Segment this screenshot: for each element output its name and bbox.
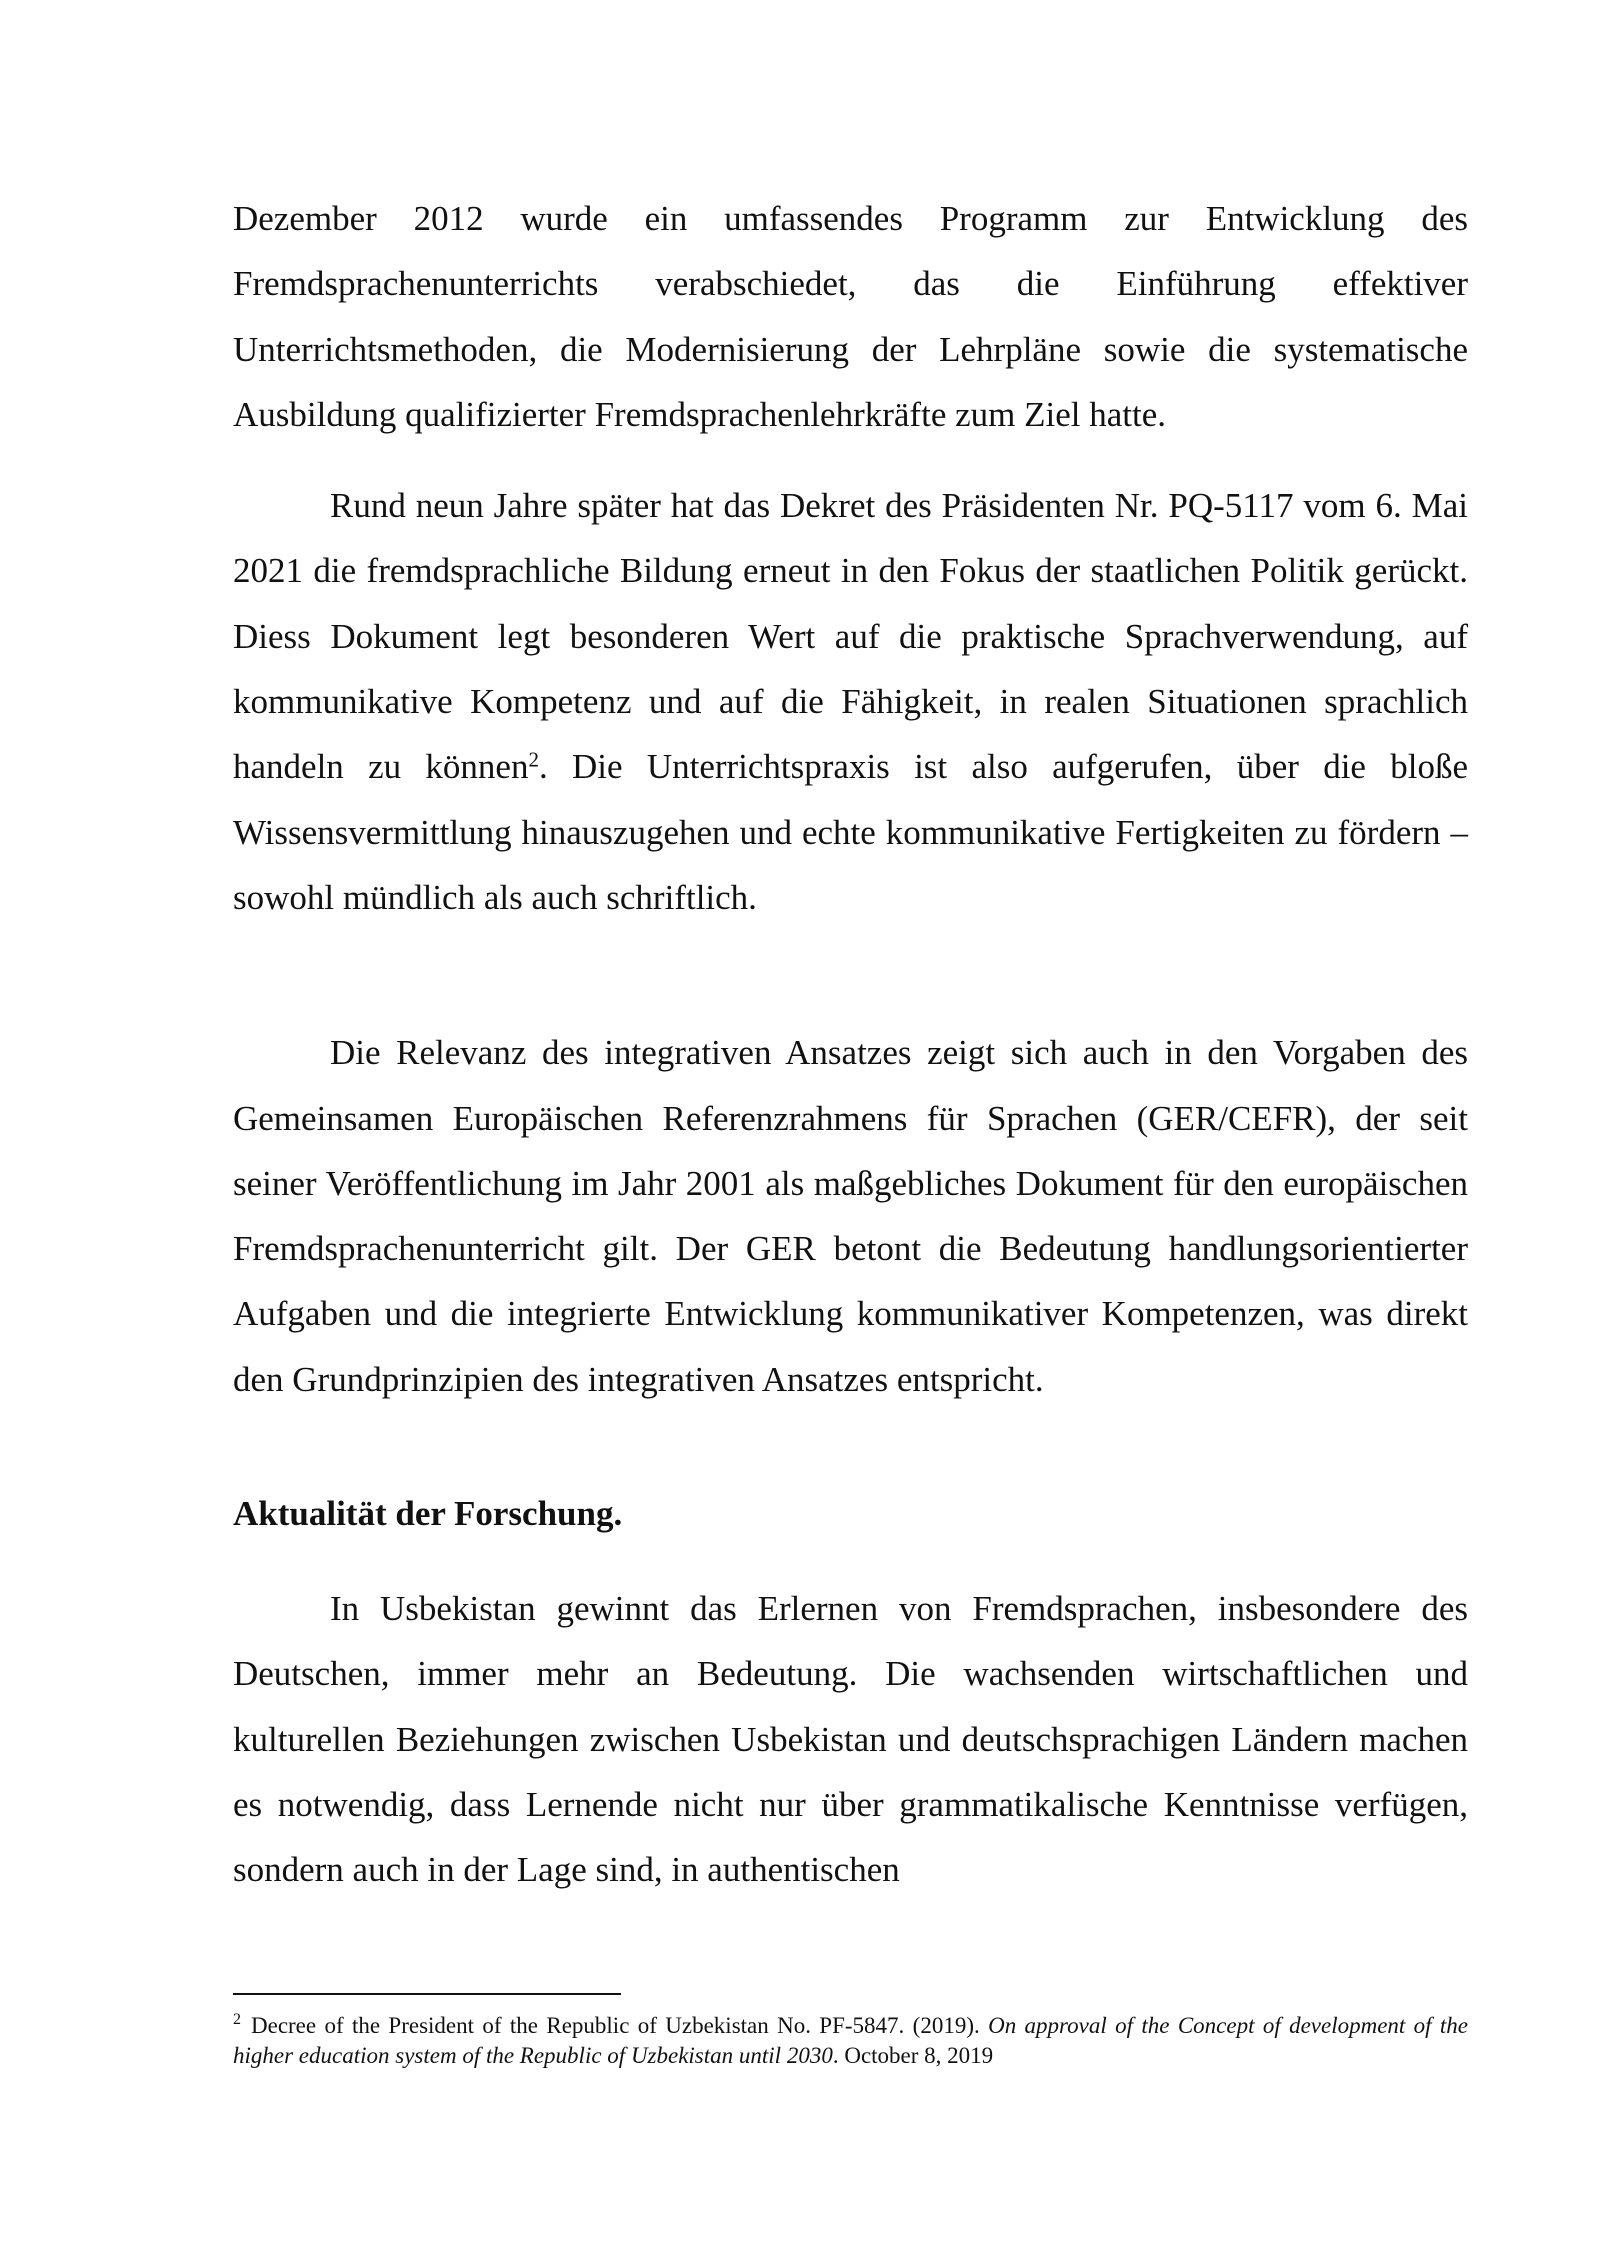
footnote-separator [233,1993,621,1995]
paragraph-3: Die Relevanz des integrativen Ansatzes zeigt sich auch in den Vorgaben des Gemeinsamen Europäischen Referenzrahmens für Sprachen (GER/CEFR), der seit seiner Veröffentlichung im Jahr 2001 als maßgebliches Dokument für den europäischen Fremdsprachenunterricht gilt. Der GER betont die Bedeutung handlungsorientierter Aufgaben und die integrierte Entwicklung kommunikativer Kompetenzen, was direkt den Grundprinzipien des integrativen Ansatzes entspricht. [233,1033,1468,1399]
footnote-date: . October 8, 2019 [832,2043,994,2068]
section-heading: Aktualität der Forschung. [233,1494,623,1534]
footnote [233,2011,1468,2071]
footnote-reference: 2 [528,747,539,772]
footnote-number: 2 [233,2011,241,2029]
document-body [233,186,1468,1903]
paragraph-1: Dezember 2012 wurde ein umfassendes Programm zur Entwicklung des Fremdsprachenunterrichts verabschiedet, das die Einführung effektiver Unterrichtsmethoden, die Modernisierung der Lehrpläne sowie die systematische Ausbildung qualifizierter Fremdsprachenlehrkräfte zum Ziel hatte. [233,199,1468,434]
section-spacer [233,1412,1468,1481]
footnote-text: Decree of the President of the Republic of Uzbekistan No. PF-5847. (2019). [251,2013,980,2038]
paragraph-2-text: Rund neun Jahre später hat das Dekret des Präsidenten Nr. PQ-5117 vom 6. Mai 2021 die fremdsprachliche Bildung erneut in den Fokus der staatlichen Politik gerückt. Diess Dokument legt besonderen Wert auf die praktische Sprachverwendung, auf kommunikative Kompetenz und auf die Fähigkeit, in realen Situationen sprachlich handeln zu können [233,486,1468,787]
paragraph-4: In Usbekistan gewinnt das Erlernen von Fremdsprachen, insbesondere des Deutschen, immer mehr an Bedeutung. Die wachsenden wirtschaftlichen und kulturellen Beziehungen zwischen Usbekistan und deutschsprachigen Ländern machen es notwendig, dass Lernende nicht nur über grammatikalische Kenntnisse verfügen, sondern auch in der Lage sind, in authentischen [233,1589,1468,1890]
heading-spacer [233,1546,1468,1576]
footnote-title: On approval of the Concept of development of the higher education system of the Republic of Uzbekistan until 2030 [233,2013,1468,2068]
paragraph-2 [233,473,1468,930]
section-spacer [233,930,1468,1020]
paragraph-spacer [233,447,1468,473]
paragraph-2-continuation: . Die Unterrichtspraxis ist also aufgerufen, über die bloße Wissensvermittlung hinauszugehen und echte kommunikative Fertigkeiten zu fördern – sowohl mündlich als auch schriftlich. [233,747,1468,917]
